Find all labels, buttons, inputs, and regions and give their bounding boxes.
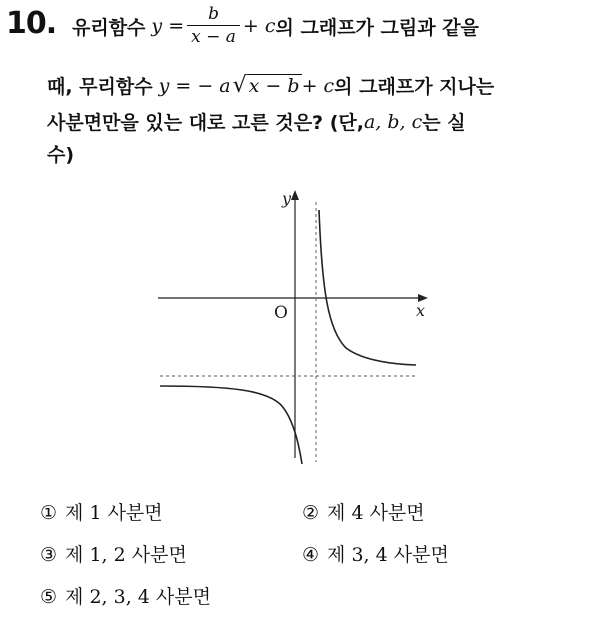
origin-label: O: [274, 303, 288, 323]
q-line1-y: y =: [151, 15, 185, 37]
choice-marker: ②: [302, 502, 320, 524]
choice-5[interactable]: [40, 582, 211, 609]
choice-marker: ⑤: [40, 586, 58, 608]
choice-text: 제 4 사분면: [327, 502, 425, 524]
hyperbola-graph: [150, 180, 440, 465]
question-line-3: [47, 108, 466, 135]
q-line3-text: 사분면만을 있는 대로 고른 것은? (단,: [47, 112, 364, 134]
sqrt-icon: √: [232, 73, 247, 98]
choice-text: 제 1 사분면: [65, 502, 163, 524]
choice-marker: ④: [302, 544, 320, 566]
q-line2-rest: 의 그래프가 지나는: [334, 76, 495, 98]
x-axis-label: x: [416, 301, 426, 320]
q-line3-end: 는 실: [422, 112, 466, 134]
y-axis-arrow-icon: [291, 190, 299, 200]
hyperbola-left-branch: [160, 386, 302, 464]
question-line-2: [47, 72, 494, 99]
q-line4-text: 수): [47, 144, 75, 166]
question-line-4: [47, 140, 74, 167]
choice-marker: ①: [40, 502, 58, 524]
hyperbola-right-branch: [319, 210, 416, 365]
sqrt-radicand: x − b: [248, 75, 300, 97]
question-line-1: [72, 4, 479, 48]
q-line1-text: 유리함수: [72, 16, 146, 39]
q-line1-tail: + c: [242, 15, 276, 37]
sqrt-expression: [233, 74, 302, 97]
choice-2[interactable]: [302, 498, 425, 525]
choice-text: 제 3, 4 사분면: [327, 544, 449, 566]
choice-3[interactable]: [40, 540, 187, 567]
fraction: [187, 4, 240, 48]
choice-text: 제 1, 2 사분면: [65, 544, 187, 566]
fraction-denominator: x − a: [187, 25, 240, 48]
q-line1-rest: 의 그래프가 그림과 같을: [275, 16, 479, 39]
choice-4[interactable]: [302, 540, 449, 567]
q-line3-vars: a, b, c: [363, 110, 423, 133]
choice-1[interactable]: [40, 498, 163, 525]
q-line2-expr: y = − a: [158, 74, 231, 97]
choice-text: 제 2, 3, 4 사분면: [65, 586, 211, 608]
question-number: 10.: [6, 6, 57, 41]
fraction-numerator: b: [208, 4, 219, 24]
q-line2-tail: + c: [301, 74, 335, 97]
y-axis-label: y: [282, 189, 292, 208]
q-line2-text: 때, 무리함수: [47, 76, 153, 98]
choice-marker: ③: [40, 544, 58, 566]
